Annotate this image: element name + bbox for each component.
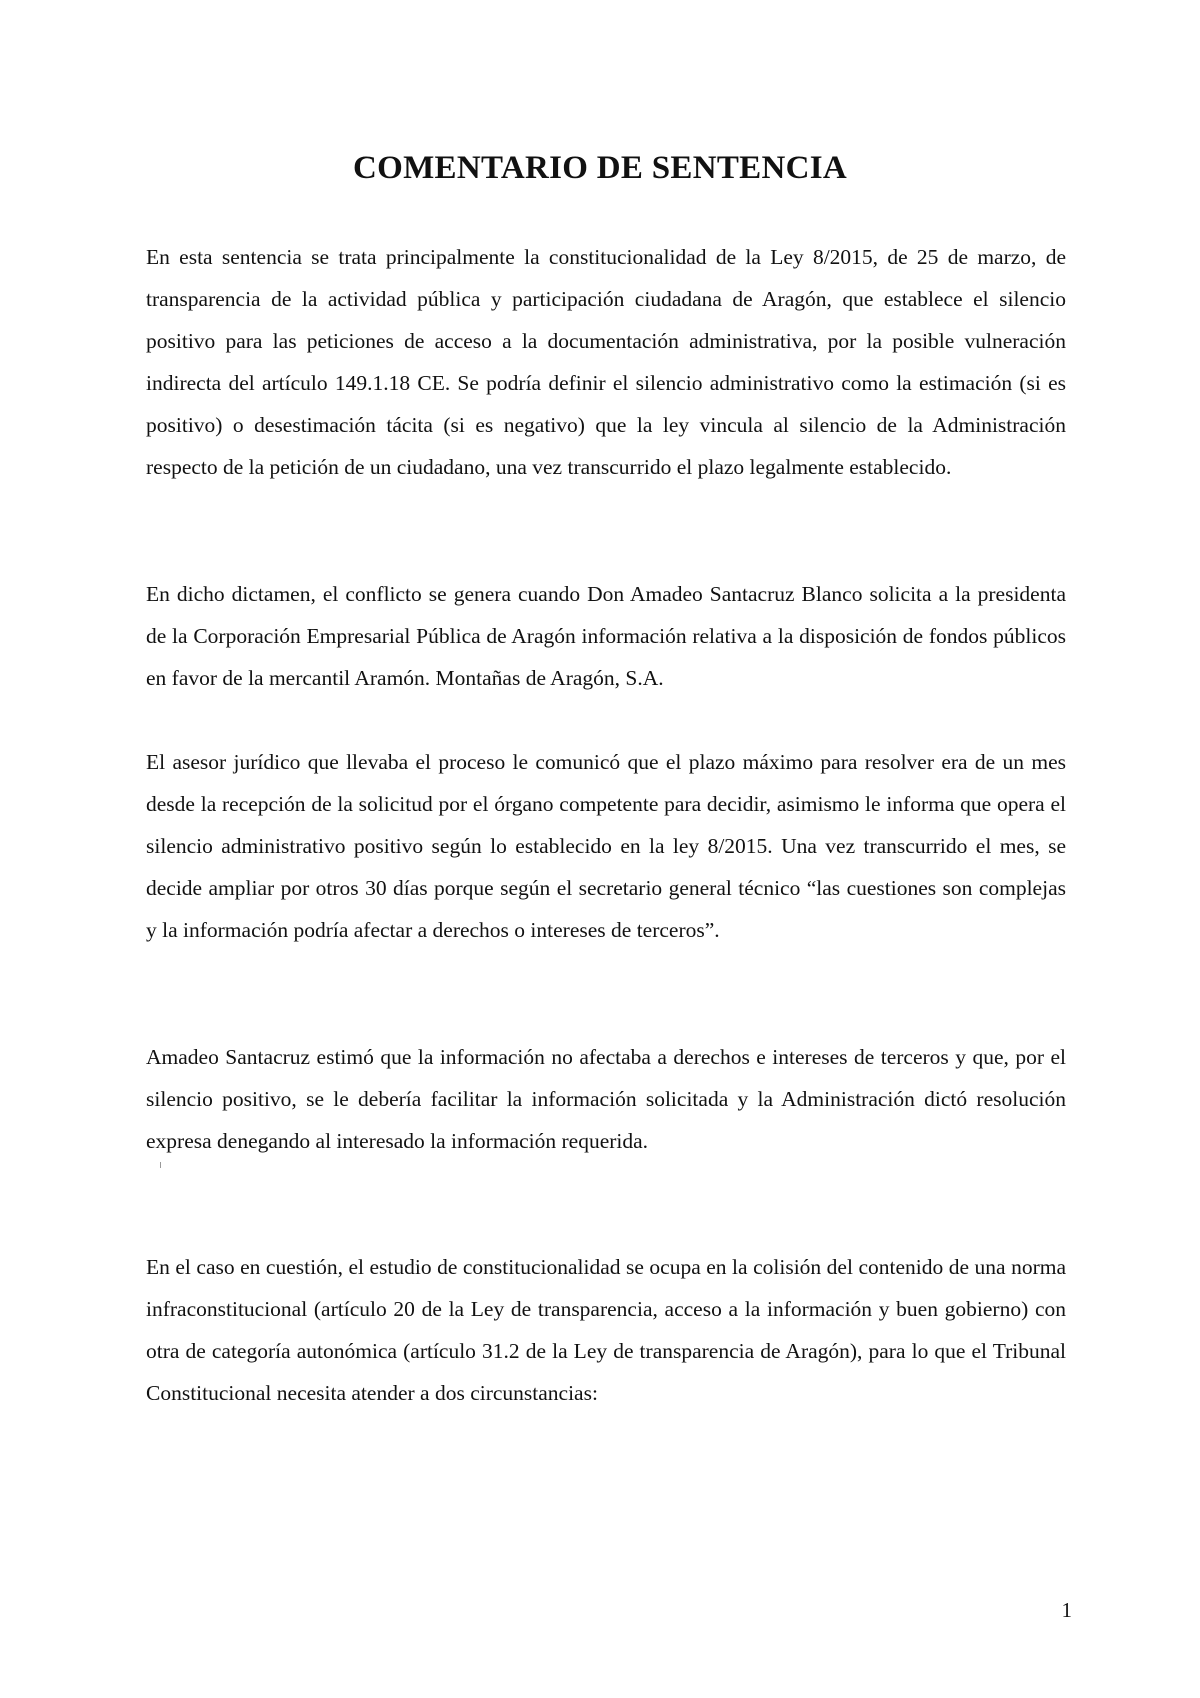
page-number: 1 [1061, 1598, 1072, 1622]
paragraph-constitutional-study: En el caso en cuestión, el estudio de constitucionalidad se ocupa en la colisión del contenido de una norma infraconstitucional (artículo 20 de la Ley de transparencia, acceso a la información y buen gobierno) con otra de categoría autonómica (artículo 31.2 de la Ley de transparencia de Aragón), para lo que el Tribunal Constitucional necesita atender a dos circunstancias: [146, 1255, 1066, 1405]
paragraph-introduction: En esta sentencia se trata principalmente la constitucionalidad de la Ley 8/2015, de 25 de marzo, de transparencia de la actividad pública y participación ciudadana de Aragón, que establece el silencio positivo para las peticiones de acceso a la documentación administrativa, por la posible vulneración indirecta del artículo 149.1.18 CE. Se podría definir el silencio administrativo como la estimación (si es positivo) o desestimación tácita (si es negativo) que la ley vincula al silencio de la Administración respecto de la petición de un ciudadano, una vez transcurrido el plazo legalmente establecido. [146, 245, 1066, 479]
document-title: COMENTARIO DE SENTENCIA [352, 150, 848, 186]
paragraph-legal-advisor: El asesor jurídico que llevaba el proceso le comunicó que el plazo máximo para resolver era de un mes desde la recepción de la solicitud por el órgano competente para decidir, asimismo le informa que opera el silencio administrativo positivo según lo establecido en la ley 8/2015. Una vez transcurrido el mes, se decide ampliar por otros 30 días porque según el secretario general técnico “las cuestiones son complejas y la información podría afectar a derechos o intereses de terceros”. [146, 750, 1066, 942]
stray-ink-mark [160, 1162, 161, 1168]
paragraph-denial: Amadeo Santacruz estimó que la información no afectaba a derechos e intereses de terceros y que, por el silencio positivo, se le debería facilitar la información solicitada y la Administración dictó resolución expresa denegando al interesado la información requerida. [146, 1045, 1066, 1153]
paragraph-conflict: En dicho dictamen, el conflicto se genera cuando Don Amadeo Santacruz Blanco solicita a la presidenta de la Corporación Empresarial Pública de Aragón información relativa a la disposición de fondos públicos en favor de la mercantil Aramón. Montañas de Aragón, S.A. [146, 582, 1066, 690]
